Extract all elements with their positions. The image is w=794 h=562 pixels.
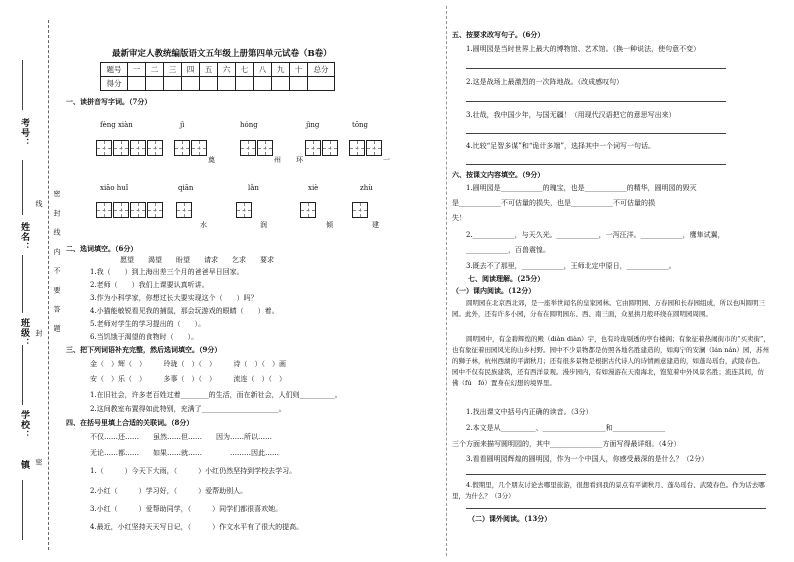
writing-box[interactable] [113,202,129,218]
q3-row: 金（ ）辉（ ） 玲珑（ ）（ ） 诗（ ）（ ）画 [90,360,286,368]
q4-item: 2.小红（ ）学习好，（ ）爱帮助别人。 [90,487,248,495]
score-cell: 五 [200,63,218,77]
writing-box[interactable] [257,140,273,156]
column-divider [446,6,447,556]
pinyin-label: fèng xiàn [100,121,133,129]
score-input-cell[interactable] [254,77,272,91]
seal-dash-line [48,20,49,550]
q6-heading: 六、按课文内容填空。（9分） [452,170,545,179]
writing-box[interactable] [113,140,129,156]
q2-item: 2.老师（ ）我们上课要认真听讲。 [90,281,209,289]
binding-line-2 [22,160,23,215]
q4-item: 4.最近，小红坚持天天写日记，（ ）作文水平有了很大的提高。 [90,523,304,531]
q2-item: 4.小猫能敏锐看见我的捕鼠，那会玩游戏的眼睛（ ）着。 [90,307,279,315]
score-cell: 二 [146,63,164,77]
writing-box[interactable] [130,140,146,156]
score-cell: 题号 [101,63,128,77]
kaohao-label: 考号： [19,118,29,148]
q6-line: 1.圆明园是____________的瑰宝，也是____________的精华，圆明园的毁灭 [466,184,697,192]
pinyin-label: zhù [360,184,373,192]
score-cell: 八 [254,63,272,77]
given-char: 一 [383,156,390,164]
writing-box[interactable] [130,202,146,218]
q5-item: 2.这是战场上最激烈的一次阵地战。（改成感叹句） [466,78,624,86]
writing-box[interactable] [176,202,192,218]
q6-line: 2.____________，与天久光。____________，一泻汪洋。____________，鹰隼试翼， [466,231,725,239]
score-table-score-row [101,77,335,91]
given-char: 润 [260,221,267,229]
seal-inner-text: 密 封 线 内 不 要 答 题 [53,190,61,337]
q2-item: 6.当饥饿于渴望的食物时（ ）。 [90,333,199,341]
given-char: 建 [372,221,379,229]
q5-item: 1.圆明园是当时世界上最大的博物馆、艺术馆。（换一种说法，使句意不变） [466,45,701,53]
pinyin-label: hóng [240,121,258,129]
writing-box[interactable] [96,202,112,218]
writing-box[interactable] [300,202,316,218]
xingming-label: 姓名： [19,222,29,252]
q4-item: 3.小红（ ）爱帮助同学，（ ）同学们都很喜欢她。 [90,505,283,513]
score-input-cell[interactable] [146,77,164,91]
answer-line[interactable] [466,68,726,69]
score-table-header-row [101,63,335,77]
q7-heading: 七、阅读理解。（25分） [468,274,545,283]
writing-box[interactable] [236,202,252,218]
given-char: 水 [200,221,207,229]
binding-line-3 [22,255,23,313]
xuexiao-label: 学校： [19,410,29,440]
q6-line: 失！ [452,214,466,222]
q5-item: 3.壮哉，我中国少年，与国无疆！（用现代汉语把它的意思写出来） [466,111,676,119]
q3-heading: 三、把下列词语补充完整，然后选词填空。（9分） [66,345,222,354]
q1-heading: 一、读拼音写字词。（7分） [66,97,152,106]
q6-line: 是____________不可估量的损失，也是____________不可估量的损 [452,199,655,207]
q6-line: 3.既去不了那里，____________，王师北定中原日，____________。 [466,262,676,270]
q2-word-bank: 愿望 渴望 盼望 请求 乞求 要求 [120,256,274,264]
score-input-cell[interactable] [182,77,200,91]
q7-question: 1.找出课文中括号内正确的读音。（3分） [466,408,593,416]
pinyin-label: tōng [352,121,369,129]
answer-line[interactable] [466,164,726,165]
q2-heading: 二、选词填空。（6分） [66,244,138,253]
pinyin-label: xiè [308,184,319,192]
score-cell: 三 [164,63,182,77]
q7-question: 2.本文是从__________、__________________和_______________ [466,424,666,432]
writing-box[interactable] [147,202,163,218]
answer-line[interactable] [466,133,726,134]
pinyin-label: qiān [178,184,194,192]
binding-line-1 [22,60,23,110]
writing-box[interactable] [305,140,321,156]
q5-item: 4.比较“足智多谋”和“诡计多端”，选择其中一个词写一句话。 [466,142,655,150]
pinyin-label: lǎn [248,184,259,192]
score-input-cell[interactable] [200,77,218,91]
q7-question: 三个方面来描写圆明园的，其中_______________方面写得最详细。（4分） [452,440,681,448]
pinyin-label: xiāo huǐ [100,184,129,192]
score-cell: 总分 [308,63,335,77]
score-input-cell[interactable] [290,77,308,91]
q2-item: 5.老师对学生的学习提出的（ ）。 [90,320,206,328]
banji-label: 班级： [19,318,29,348]
writing-box[interactable] [349,140,365,156]
q7-question: 3.看看圆明园辉煌的圆明园，作为一个中国人，你感受最深的是什么？（2分） [466,455,709,463]
writing-box[interactable] [240,140,256,156]
paper-title: 最新审定人教统编版语文五年级上册第四单元试卷（B卷） [112,49,332,59]
score-input-cell[interactable] [164,77,182,91]
q6-line: ____________，百兽震惶。 [466,246,550,254]
answer-line[interactable] [466,101,726,102]
q7-para: 圆明园中，有金碧辉煌的殿（diàn diàn）宇，也有玲珑剔透的亭台楼阁；有象征着热闹街市的“买卖街”，也有象征着田园风光的山乡村野。园中不少景物都是仿照各地名胜建造的，如海宁的安澜（lán nán）园，苏州的狮子林，杭州西湖的平湖秋月；还有很多景物是根据古代诗人的诗情画意建造的，如蓬岛瑶台，武陵春色。园中不仅有民族建筑，还有西洋景观。漫步园内，有如漫游在天南海北，饱览着中外风景名胜；流连其间，仿佛（fú fó）置身在幻想的境界里。 [452,335,770,387]
score-input-cell[interactable] [236,77,254,91]
q7-sub1: （一）课内阅读。（12分） [452,286,536,295]
writing-box[interactable] [147,140,163,156]
q2-item: 1.我（ ）到上海出差三个月的爸爸早日回家。 [90,268,244,276]
q4-pairs: 无论……都…… 如果……就…… ………因此…… [90,449,279,457]
writing-box[interactable] [191,140,207,156]
q7-para: 圆明园在北京西北郊，是一座举世闻名的皇家园林。它由圆明园、万春园和长春园组成，所以也叫圆明三园。此外，还有许多小园，分布在圆明园东、西、南三面，众星拱月般环绕在圆明园周围。 [452,299,765,318]
q4-heading: 四、在括号里填上合适的关联词。（8分） [66,418,194,427]
score-cell: 六 [218,63,236,77]
score-input-cell[interactable] [308,77,335,91]
score-table [100,62,335,91]
binding-line-4 [22,345,23,405]
given-char: 倾 [326,221,333,229]
writing-box[interactable] [366,140,382,156]
score-cell: 得分 [101,77,128,91]
q7-sub2: （二）课外阅读。（13分） [468,514,552,523]
given-char: 州 [274,156,281,164]
score-cell: 四 [182,63,200,77]
score-input-cell[interactable] [128,77,146,91]
seal-line-text: 线 封 密 [35,200,43,526]
q7-question: 4.假期里，几个朋友讨论去哪里旅游，很想看到我的景点有平湖秋月、蓬岛瑶台、武陵春色。作为话去哪里，为什么？（3分） [452,481,765,500]
score-cell: 七 [236,63,254,77]
q2-item: 3.作为小科学家，你想过长大要实现这个（ ）吗？ [90,294,258,302]
pinyin-label: jì [180,121,185,129]
score-cell: 一 [128,63,146,77]
answer-line[interactable] [466,508,766,509]
writing-box[interactable] [174,140,190,156]
answer-line[interactable] [466,474,766,475]
q3-row: 安（ ）乐（ ） 多事（ ）（ ） 流连（ ）（ ） [90,375,286,383]
pinyin-label: jìng [306,121,320,129]
q4-pairs: 不仅……还…… 虽然……但…… 因为……所以…… [90,433,272,441]
score-input-cell[interactable] [272,77,290,91]
q4-item: 1.（ ）今天下大雨，（ ）小红仍然坚持到学校去学习。 [90,467,297,475]
q3-sentence: 2.这间教室布置得如此特别，充满了______________________。 [90,405,286,413]
score-input-cell[interactable] [218,77,236,91]
score-cell: 九 [272,63,290,77]
writing-box[interactable] [352,202,368,218]
score-cell: 十 [290,63,308,77]
xiangzhen-label: 镇 [19,460,29,470]
q5-heading: 五、按要求改写句子。（6分） [452,30,545,39]
given-char: 奠 [208,156,215,164]
given-char: 环 [296,156,303,164]
q3-sentence: 1.在旧社会，许多老百姓过着________的生活，而在新社会，人们则__________。 [90,391,342,399]
binding-line-5 [22,480,23,540]
writing-box[interactable] [322,140,338,156]
writing-box[interactable] [96,140,112,156]
